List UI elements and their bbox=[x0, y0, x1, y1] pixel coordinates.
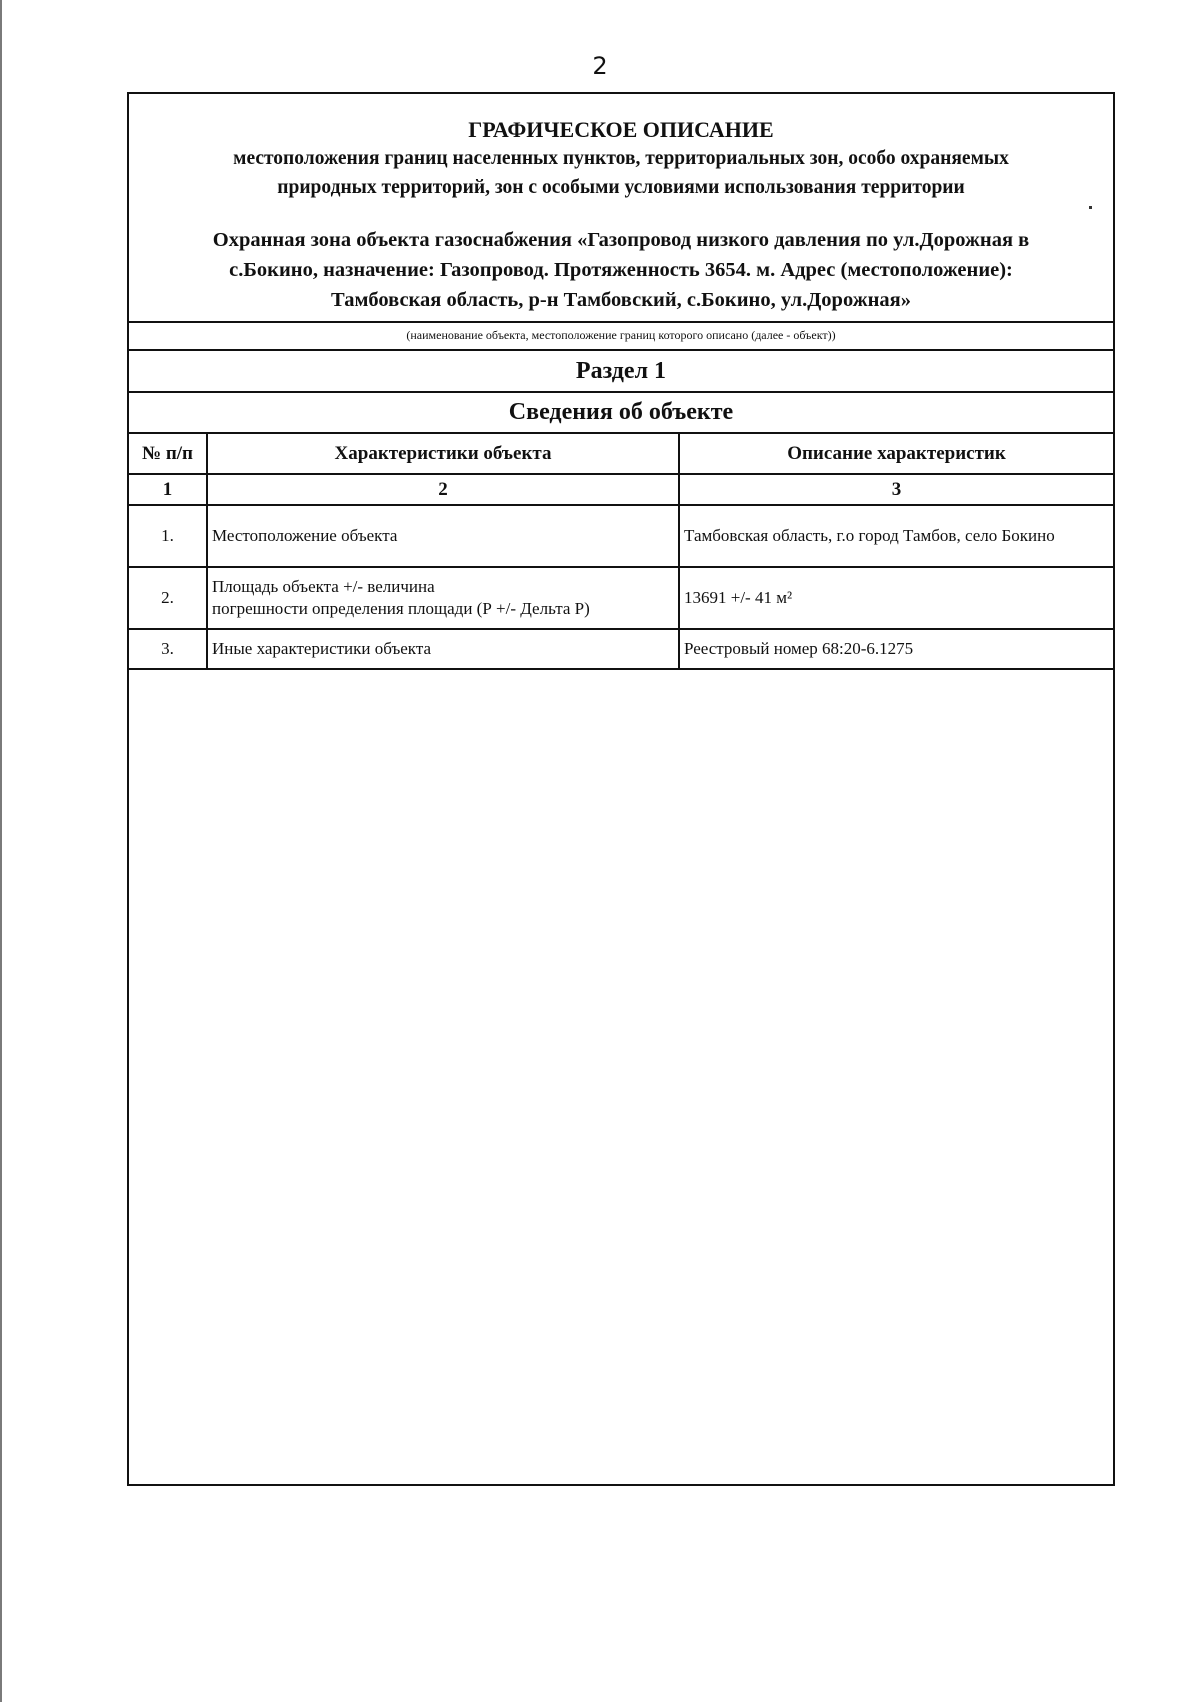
section-subtitle: Сведения об объекте bbox=[129, 391, 1113, 432]
header-characteristic: Характеристики объекта bbox=[207, 433, 679, 474]
table-header-row bbox=[129, 433, 1113, 474]
column-number: 3 bbox=[679, 474, 1113, 505]
section-title: Раздел 1 bbox=[129, 349, 1113, 391]
document-title: ГРАФИЧЕСКОЕ ОПИСАНИЕ bbox=[468, 117, 774, 142]
header-description: Описание характеристик bbox=[679, 433, 1113, 474]
row-description: Реестровый номер 68:20-6.1275 bbox=[679, 629, 1113, 669]
row-characteristic: Местоположение объекта bbox=[207, 505, 679, 567]
document-subtitle-line-1: местоположения границ населенных пунктов, территориальных зон, особо охраняемых bbox=[233, 148, 1009, 169]
column-number: 1 bbox=[129, 474, 207, 505]
header-number: № п/п bbox=[129, 433, 207, 474]
column-number-row bbox=[129, 474, 1113, 505]
row-description: 13691 +/- 41 м² bbox=[679, 567, 1113, 629]
row-description: Тамбовская область, г.о город Тамбов, село Бокино bbox=[679, 505, 1113, 567]
column-number: 2 bbox=[207, 474, 679, 505]
object-name-line-3: Тамбовская область, р-н Тамбовский, с.Бокино, ул.Дорожная» bbox=[331, 289, 911, 311]
page-number: 2 bbox=[592, 52, 608, 80]
table-row bbox=[129, 629, 1113, 669]
row-number: 1. bbox=[129, 505, 207, 567]
row-number: 3. bbox=[129, 629, 207, 669]
object-name-line-2: с.Бокино, назначение: Газопровод. Протяженность 3654. м. Адрес (местоположение): bbox=[229, 259, 1013, 281]
row-number: 2. bbox=[129, 567, 207, 629]
table-row bbox=[129, 567, 1113, 629]
table-row bbox=[129, 505, 1113, 567]
graphic-description-form bbox=[127, 92, 1115, 1486]
object-name-caption: (наименование объекта, местоположение границ которого описано (далее - объект)) bbox=[129, 321, 1113, 349]
object-name bbox=[129, 225, 1113, 315]
document-header bbox=[129, 94, 1113, 321]
row-characteristic-line-1: Площадь объекта +/- величина bbox=[212, 577, 435, 596]
row-characteristic-line-2: погрешности определения площади (Р +/- Дельта Р) bbox=[212, 599, 590, 618]
document-subtitle-line-2: природных территорий, зон с особыми условиями использования территории bbox=[277, 177, 965, 198]
object-info-table bbox=[129, 432, 1113, 670]
object-name-line-1: Охранная зона объекта газоснабжения «Газопровод низкого давления по ул.Дорожная в bbox=[212, 229, 1030, 251]
row-characteristic: Иные характеристики объекта bbox=[207, 629, 679, 669]
row-characteristic bbox=[207, 567, 679, 629]
scan-edge bbox=[0, 0, 2, 1702]
